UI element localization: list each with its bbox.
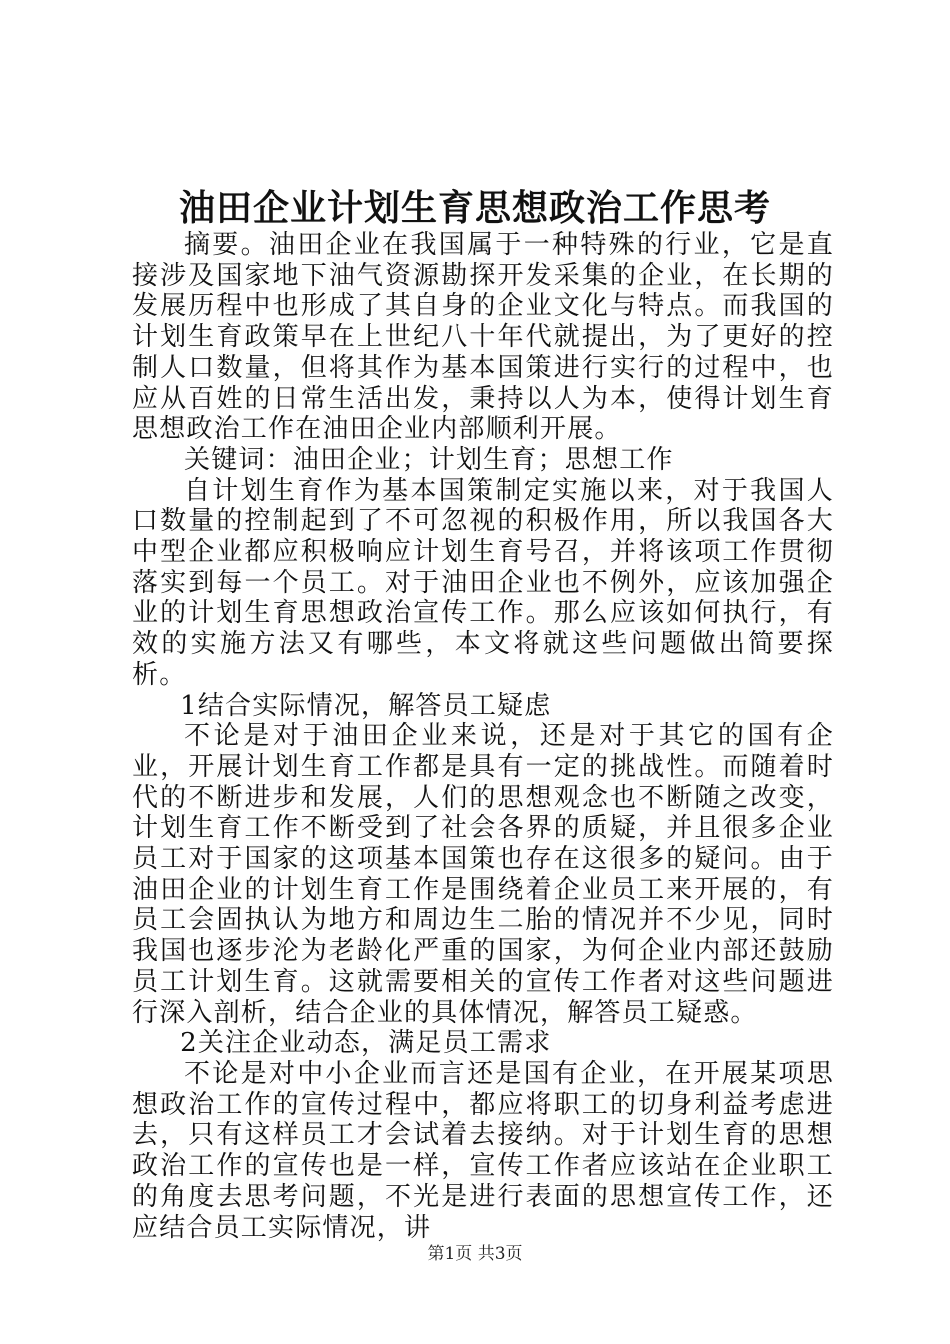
section-1-paragraph: 不论是对于油田企业来说，还是对于其它的国有企业，开展计划生育工作都是具有一定的挑战性。而随着时代的不断进步和发展，人们的思想观念也不断随之改变，计划生育工作不断受到了社会各界的质疑，并且很多企业员工对于国家的这项基本国策也存在这很多的疑问。由于油田企业的计划生育工作是围绕着企业员工来开展的，有员工会固执认为地方和周边生二胎的情况并不少见，同时我国也逐步沦为老龄化严重的国家，为何企业内部还鼓励员工计划生育。这就需要相关的宣传工作者对这些问题进行深入剖析，结合企业的具体情况，解答员工疑惑。 [132, 721, 834, 1028]
intro-paragraph: 自计划生育作为基本国策制定实施以来，对于我国人口数量的控制起到了不可忽视的积极作用，所以我国各大中型企业都应积极响应计划生育号召，并将该项工作贯彻落实到每一个员工。对于油田企业也不例外，应该加强企业的计划生育思想政治宣传工作。那么应该如何执行，有效的实施方法又有哪些，本文将就这些问题做出简要探析。 [132, 475, 834, 690]
page-number-footer: 第1页 共3页 [427, 1244, 523, 1264]
section-heading-2: 2关注企业动态，满足员工需求 [180, 1028, 552, 1059]
section-2-paragraph: 不论是对中小企业而言还是国有企业，在开展某项思想政治工作的宣传过程中，都应将职工的切身利益考虑进去，只有这样员工才会试着去接纳。对于计划生育的思想政治工作的宣传也是一样，宣传工作者应该站在企业职工的角度去思考问题，不光是进行表面的思想宣传工作，还应结合员工实际情况，讲 [132, 1058, 834, 1243]
keywords-paragraph: 关键词：油田企业；计划生育；思想工作 [184, 444, 674, 475]
document-title: 油田企业计划生育思想政治工作思考 [178, 187, 771, 229]
abstract-paragraph: 摘要。油田企业在我国属于一种特殊的行业，它是直接涉及国家地下油气资源勘探开发采集的企业，在长期的发展历程中也形成了其自身的企业文化与特点。而我国的计划生育政策早在上世纪八十年代就提出，为了更好的控制人口数量，但将其作为基本国策进行实行的过程中，也应从百姓的日常生活出发，秉持以人为本，使得计划生育思想政治工作在油田企业内部顺利开展。 [132, 230, 834, 445]
document-body [132, 230, 834, 1243]
section-heading-1: 1结合实际情况，解答员工疑虑 [180, 690, 552, 721]
